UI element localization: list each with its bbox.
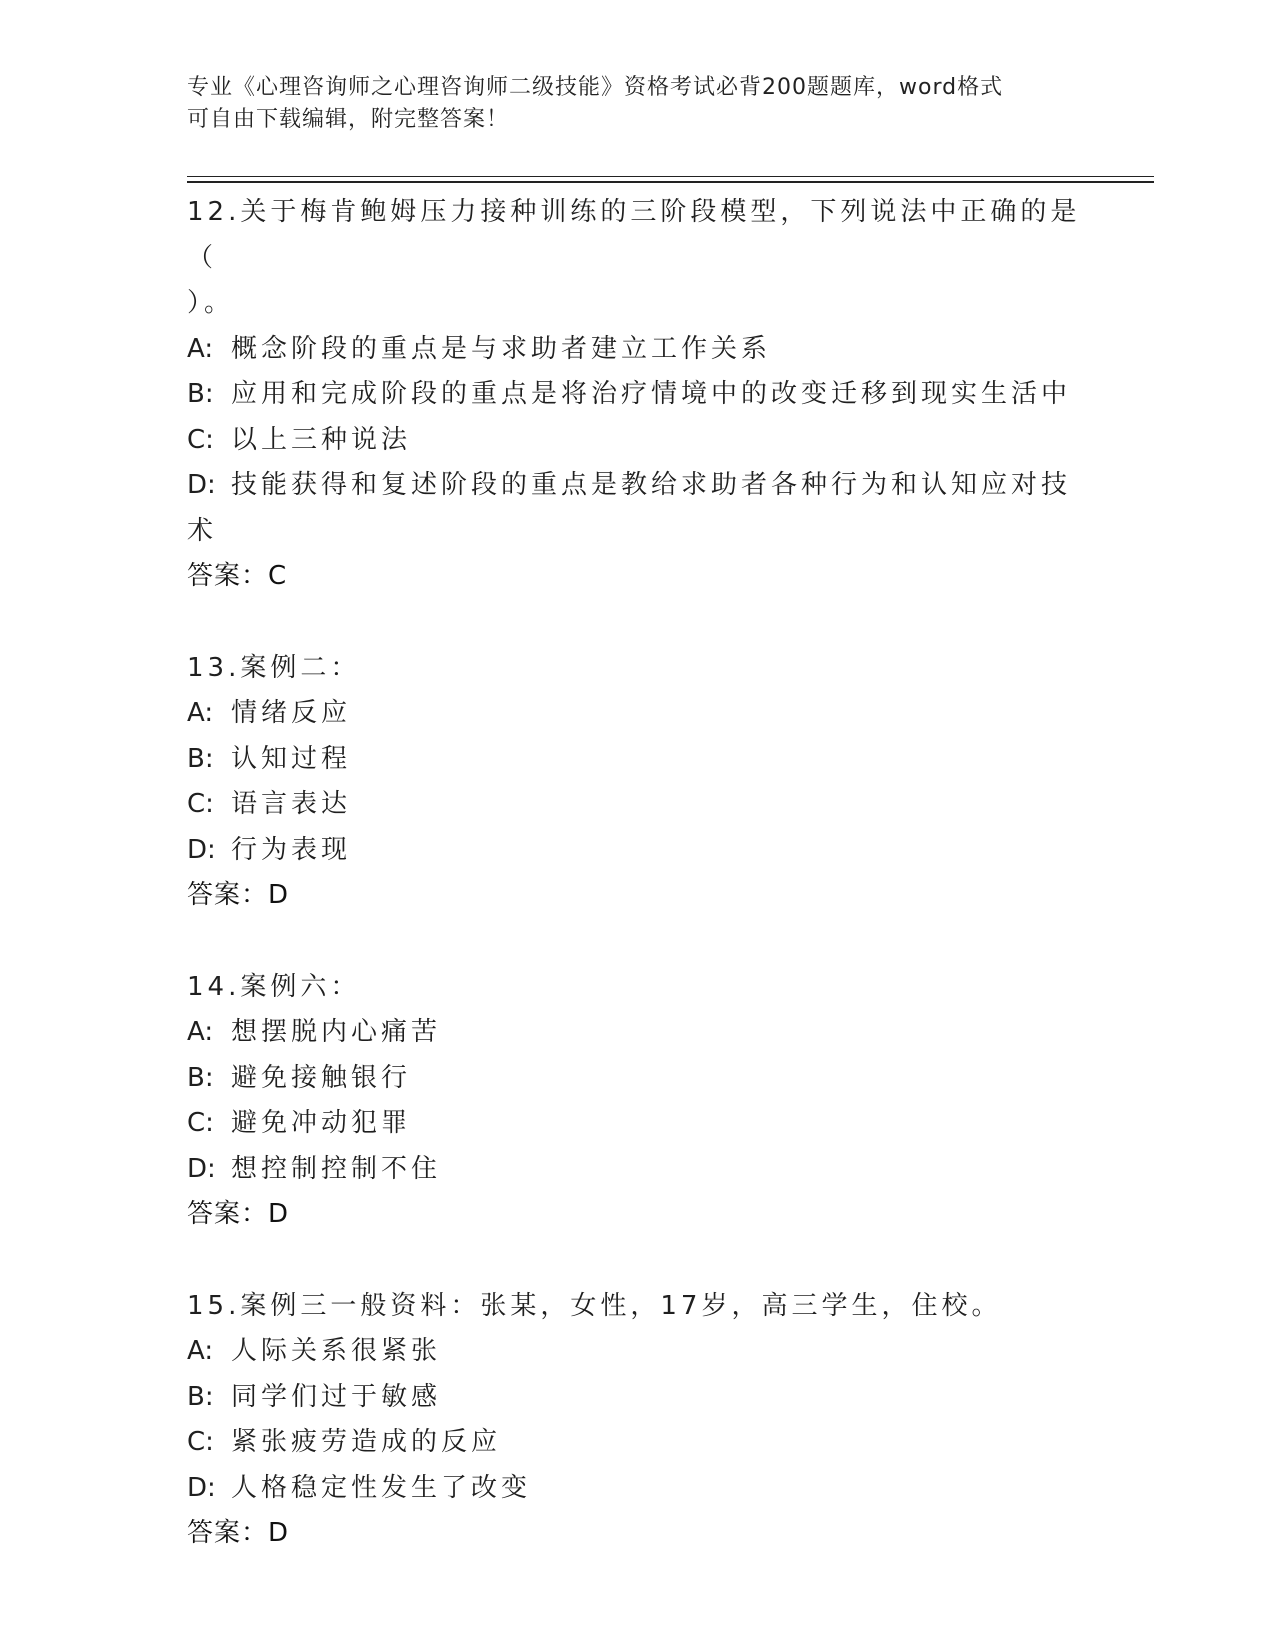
document-header <box>187 72 1067 136</box>
answer-line <box>187 554 1087 600</box>
answer-label: 答案： <box>187 880 269 910</box>
answer-line <box>187 1511 1087 1557</box>
option-a <box>187 1010 1087 1056</box>
option-a <box>187 1329 1087 1375</box>
question-text <box>187 1284 1087 1330</box>
answer-label: 答案： <box>187 1199 269 1229</box>
option-key: C: <box>187 789 214 819</box>
header-divider-thick <box>187 181 1154 183</box>
answer-line <box>187 1192 1087 1238</box>
option-key: D: <box>187 1153 216 1184</box>
option-text: 行为表现 <box>231 834 352 865</box>
option-text: 应用和完成阶段的重点是将治疗情境中的改变迁移到现实生活中 <box>231 379 1072 409</box>
option-d <box>187 463 1087 554</box>
header-line-1: 专业《心理咨询师之心理咨询师二级技能》资格考试必背200题题库，word格式 <box>187 75 1004 100</box>
answer-value: D <box>268 880 290 910</box>
option-c <box>187 1420 1087 1466</box>
option-text: 同学们过于敏感 <box>231 1381 442 1412</box>
option-key: A: <box>187 333 214 364</box>
answer-line <box>187 873 1087 919</box>
answer-value: D <box>268 1518 290 1548</box>
answer-label: 答案： <box>187 561 269 591</box>
option-key: A: <box>187 1017 214 1047</box>
option-text: 语言表达 <box>231 789 352 819</box>
option-key: D: <box>187 834 216 865</box>
option-text: 概念阶段的重点是与求助者建立工作关系 <box>231 333 772 364</box>
option-text: 情绪反应 <box>231 698 352 728</box>
option-text: 想摆脱内心痛苦 <box>231 1017 442 1047</box>
option-b <box>187 372 1087 418</box>
option-key: D: <box>187 470 216 500</box>
question-number: 13. <box>187 652 241 683</box>
option-d <box>187 828 1087 874</box>
option-text: 避免冲动犯罪 <box>231 1108 412 1138</box>
option-key: C: <box>187 1108 214 1138</box>
option-b <box>187 737 1087 783</box>
option-text: 想控制控制不住 <box>231 1153 442 1184</box>
option-key: A: <box>187 698 214 728</box>
question-stem: 关于梅肯鲍姆压力接种训练的三阶段模型，下列说法中正确的是（ <box>187 197 1081 273</box>
header-line-2: 可自由下载编辑，附完整答案！ <box>187 107 510 132</box>
question-number: 15. <box>187 1290 241 1321</box>
question-text <box>187 646 1087 692</box>
option-b <box>187 1056 1087 1102</box>
option-key: B: <box>187 1062 214 1093</box>
question-text-continued: ）。 <box>187 288 235 318</box>
answer-label: 答案： <box>187 1518 269 1548</box>
option-a <box>187 327 1087 373</box>
answer-value: D <box>268 1199 290 1229</box>
option-text: 技能获得和复述阶段的重点是教给求助者各种行为和认知应对技术 <box>187 470 1072 546</box>
option-d <box>187 1147 1087 1193</box>
question-14 <box>187 965 1087 1238</box>
question-list <box>187 190 1087 1603</box>
option-text: 人格稳定性发生了改变 <box>231 1472 532 1503</box>
question-12 <box>187 190 1087 600</box>
answer-value: C <box>268 561 288 591</box>
header-divider-thin <box>187 176 1154 177</box>
option-text: 避免接触银行 <box>231 1062 412 1093</box>
option-text: 紧张疲劳造成的反应 <box>231 1427 502 1457</box>
option-c <box>187 782 1087 828</box>
option-key: C: <box>187 424 214 455</box>
option-d <box>187 1466 1087 1512</box>
question-13 <box>187 646 1087 919</box>
option-text: 认知过程 <box>231 743 352 774</box>
option-key: B: <box>187 743 214 774</box>
option-key: B: <box>187 379 214 409</box>
option-c <box>187 418 1087 464</box>
option-text: 人际关系很紧张 <box>231 1336 442 1366</box>
option-key: C: <box>187 1427 214 1457</box>
question-number: 12. <box>187 197 241 227</box>
question-text <box>187 190 1087 281</box>
option-c <box>187 1101 1087 1147</box>
option-key: D: <box>187 1472 216 1503</box>
option-text: 以上三种说法 <box>231 424 412 455</box>
question-number: 14. <box>187 971 241 1002</box>
option-key: B: <box>187 1381 214 1412</box>
option-b <box>187 1375 1087 1421</box>
question-stem: 案例六： <box>240 971 361 1002</box>
question-stem: 案例三一般资料：张某，女性，17岁，高三学生，住校。 <box>240 1290 1002 1321</box>
option-key: A: <box>187 1336 214 1366</box>
question-stem: 案例二： <box>240 652 361 683</box>
question-15 <box>187 1284 1087 1557</box>
question-text <box>187 965 1087 1011</box>
option-a <box>187 691 1087 737</box>
